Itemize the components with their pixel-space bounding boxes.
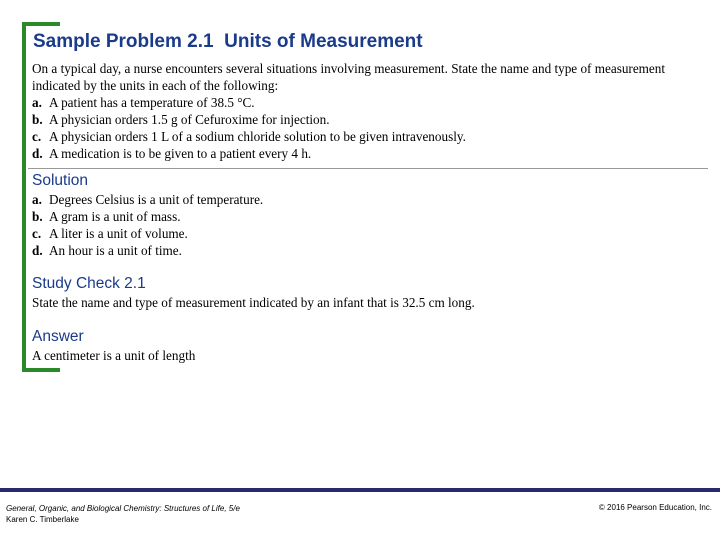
study-check-heading: Study Check 2.1 bbox=[32, 275, 146, 292]
item-text: An hour is a unit of time. bbox=[49, 243, 182, 258]
answer-text: A centimeter is a unit of length bbox=[32, 348, 196, 363]
item-label: a. bbox=[32, 95, 42, 110]
item-label: b. bbox=[32, 112, 43, 127]
footer-copyright: © 2016 Pearson Education, Inc. bbox=[598, 503, 712, 512]
problem-statement bbox=[32, 60, 672, 162]
item-label: d. bbox=[32, 146, 43, 161]
study-check-text: State the name and type of measurement indicated by an infant that is 32.5 cm long. bbox=[32, 295, 475, 310]
green-bracket-vertical bbox=[22, 22, 26, 372]
item-label: d. bbox=[32, 243, 43, 258]
item-text: A patient has a temperature of 38.5 °C. bbox=[49, 95, 255, 110]
item-text: Degrees Celsius is a unit of temperature. bbox=[49, 192, 264, 207]
problem-item bbox=[32, 111, 672, 128]
section-divider bbox=[28, 168, 708, 169]
answer-heading: Answer bbox=[32, 328, 84, 345]
item-label: c. bbox=[32, 129, 42, 144]
solution-list bbox=[32, 191, 263, 259]
item-text: A medication is to be given to a patient every 4 h. bbox=[49, 146, 312, 161]
solution-item bbox=[32, 242, 263, 259]
footer-citation bbox=[6, 503, 240, 525]
problem-item bbox=[32, 128, 672, 145]
footer-rule bbox=[0, 488, 720, 492]
problem-item bbox=[32, 94, 672, 111]
item-label: c. bbox=[32, 226, 42, 241]
item-text: A gram is a unit of mass. bbox=[49, 209, 181, 224]
green-bracket-bottom bbox=[22, 368, 60, 372]
item-text: A physician orders 1.5 g of Cefuroxime for injection. bbox=[49, 112, 330, 127]
solution-heading: Solution bbox=[32, 172, 89, 189]
green-bracket-top bbox=[22, 22, 60, 26]
solution-item bbox=[32, 208, 263, 225]
item-text: A liter is a unit of volume. bbox=[49, 226, 188, 241]
page-title bbox=[33, 31, 423, 53]
problem-intro: On a typical day, a nurse encounters several situations involving measurement. State the name and type of measurement indicated by the units in each of the following: bbox=[32, 61, 666, 93]
solution-item bbox=[32, 191, 263, 208]
item-label: a. bbox=[32, 192, 42, 207]
item-text: A physician orders 1 L of a sodium chloride solution to be given intravenously. bbox=[49, 129, 466, 144]
solution-item bbox=[32, 225, 263, 242]
title-topic: Units of Measurement bbox=[224, 31, 423, 52]
item-label: b. bbox=[32, 209, 43, 224]
footer-book-title: General, Organic, and Biological Chemistry: Structures of Life, 5/e bbox=[6, 504, 240, 513]
footer-author: Karen C. Timberlake bbox=[6, 515, 79, 524]
problem-item bbox=[32, 145, 672, 162]
title-number: Sample Problem 2.1 bbox=[33, 31, 214, 52]
